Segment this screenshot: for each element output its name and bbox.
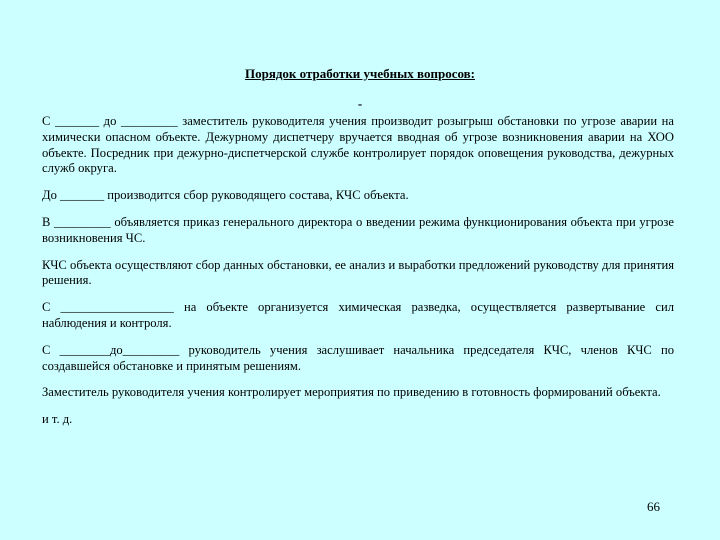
- paragraph-1: С _______ до _________ заместитель руководителя учения производит розыгрыш обстановки по угрозе аварии на химически опасном объекте. Дежурному диспетчеру вручается вводная об угрозе возникновения аварии на ХОО объекте. Посредник при дежурно-диспетчерской службе контролирует порядок оповещения руководства, дежурных служб округа.: [42, 114, 674, 176]
- slide-title: Порядок отработки учебных вопросов:: [244, 66, 475, 81]
- paragraph-2: До _______ производится сбор руководящего состава, КЧС объекта.: [42, 188, 409, 203]
- paragraph-8: и т. д.: [42, 412, 73, 427]
- paragraph-3: В _________ объявляется приказ генерального директора о введении режима функционирования объекта при угрозе возникновения ЧС.: [42, 214, 674, 245]
- title-dash: -: [357, 96, 363, 111]
- page-number: 66: [647, 499, 660, 514]
- paragraph-4: КЧС объекта осуществляют сбор данных обстановки, ее анализ и выработки предложений руководству для принятия решения.: [42, 257, 674, 288]
- paragraph-6: С ________до_________ руководитель учения заслушивает начальника председателя КЧС, членов КЧС по создавшейся обстановке и принятым решениям.: [42, 342, 674, 373]
- slide-body: [42, 114, 674, 439]
- paragraph-7: Заместитель руководителя учения контролирует мероприятия по приведению в готовность формирований объекта.: [42, 385, 661, 400]
- paragraph-5: С __________________ на объекте организуется химическая разведка, осуществляется развертывание сил наблюдения и контроля.: [42, 300, 674, 330]
